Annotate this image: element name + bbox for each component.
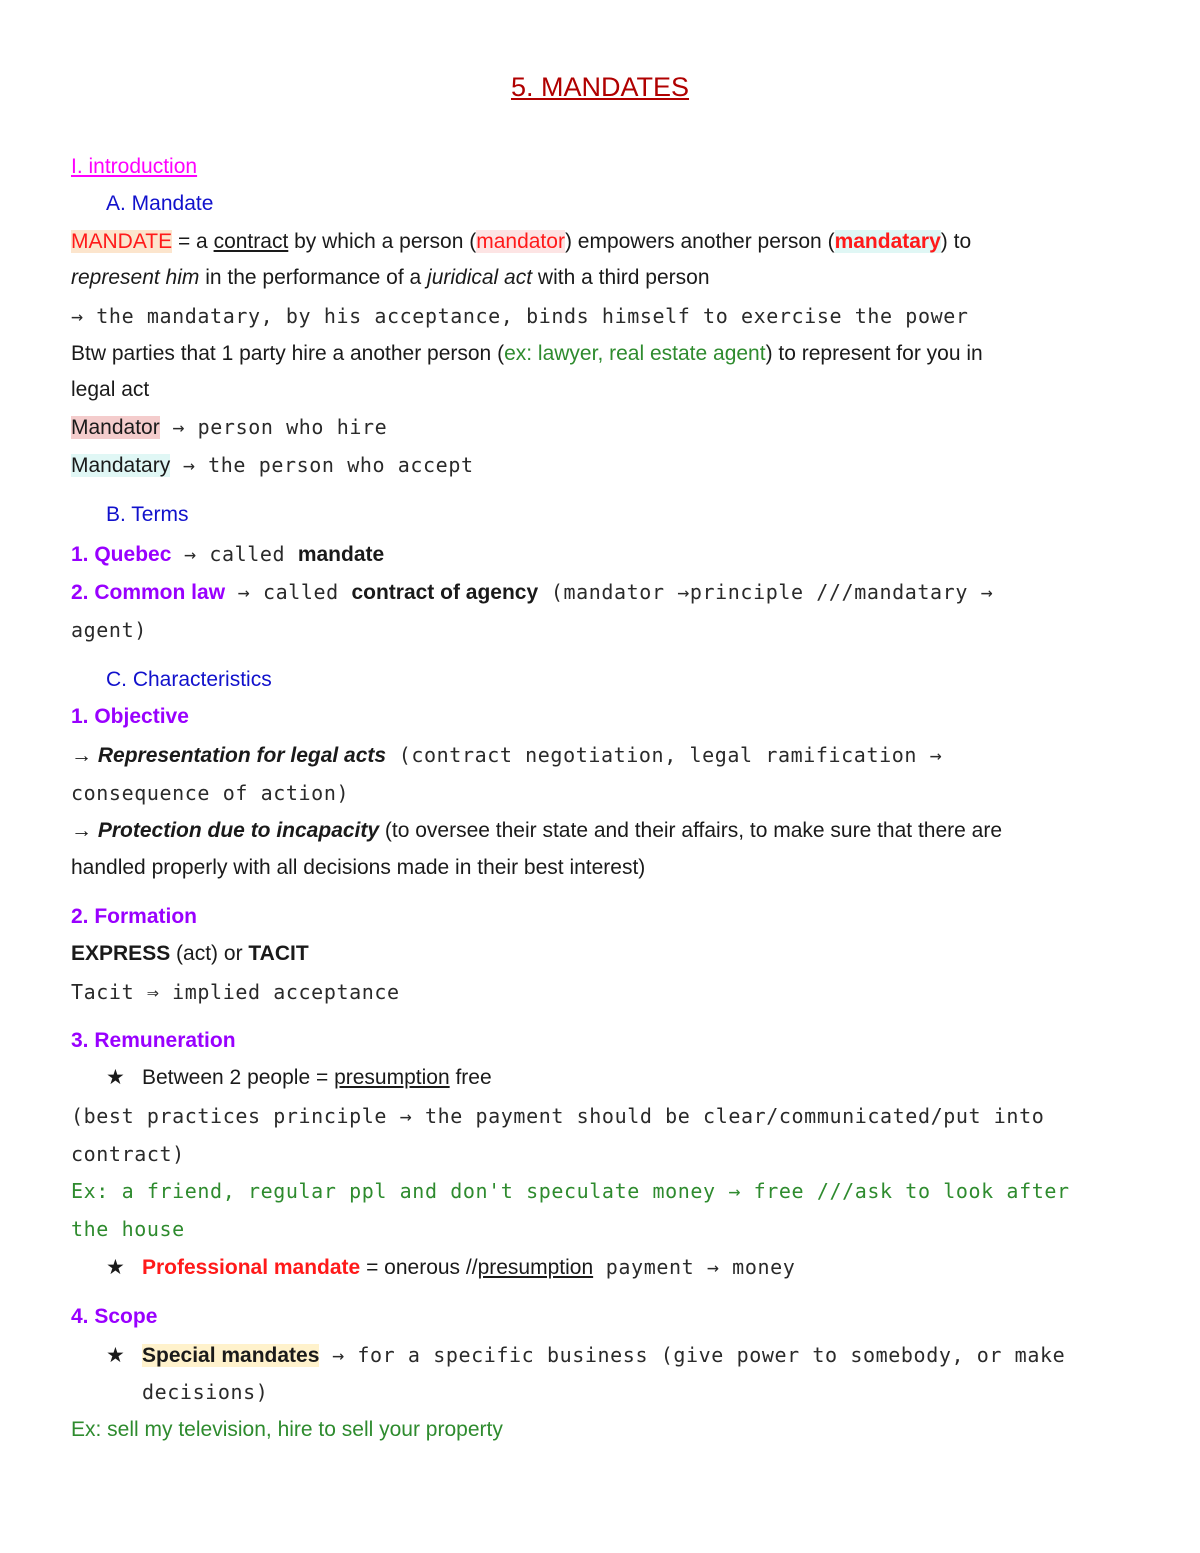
btw-line1: Btw parties that 1 party hire a another person (ex: lawyer, real estate agent) to represent for you in xyxy=(71,342,983,365)
objective-representation-cont: consequence of action) xyxy=(71,781,350,805)
remuneration-bullet2: ★ Professional mandate = onerous //presumption payment → money xyxy=(106,1252,1140,1283)
subheading-a: A. Mandate xyxy=(106,192,214,215)
btw-line2: legal act xyxy=(71,378,150,401)
term-quebec: 1. Quebec → called mandate xyxy=(71,542,385,566)
mandate-term: MANDATE xyxy=(71,230,173,253)
mandate-definition-line1: MANDATE = a contract by which a person (mandator) empowers another person (mandatary) to xyxy=(71,230,972,253)
section-introduction: I. introduction xyxy=(71,155,198,178)
acceptance-note: → the mandatary, by his acceptance, binds himself to exercise the power xyxy=(71,304,969,328)
term-common-law: 2. Common law → called contract of agency (mandator →principle ///mandatary → xyxy=(71,580,994,604)
formation-types: EXPRESS (act) or TACIT xyxy=(71,942,309,965)
best-practices-line1: (best practices principle → the payment should be clear/communicated/put into xyxy=(71,1104,1045,1128)
objective-protection-cont: handled properly with all decisions made in their best interest) xyxy=(71,856,646,879)
scope-example: Ex: sell my television, hire to sell your property xyxy=(71,1418,503,1441)
mandatary-definition: Mandatary → the person who accept xyxy=(71,453,474,477)
objective-heading: 1. Objective xyxy=(71,705,189,728)
tacit-note: Tacit ⇒ implied acceptance xyxy=(71,980,400,1004)
star-bullet-icon: ★ xyxy=(106,1256,125,1279)
remuneration-bullet1: ★ Between 2 people = presumption free xyxy=(106,1063,1140,1093)
star-bullet-icon: ★ xyxy=(106,1344,125,1367)
remuneration-heading: 3. Remuneration xyxy=(71,1029,236,1052)
page-title: 5. MANDATES xyxy=(510,72,690,102)
best-practices-line2: contract) xyxy=(71,1142,185,1166)
mandator-definition: Mandator → person who hire xyxy=(71,415,388,439)
objective-representation: → Representation for legal acts (contract negotiation, legal ramification → xyxy=(71,743,943,767)
term-common-law-cont: agent) xyxy=(71,618,147,642)
formation-heading: 2. Formation xyxy=(71,905,198,928)
example-line2: the house xyxy=(71,1217,185,1241)
mandate-definition-line2: represent him in the performance of a juridical act with a third person xyxy=(71,266,710,289)
mandatary-term: mandatary xyxy=(834,230,941,253)
mandator-term: mandator xyxy=(476,230,565,253)
subheading-c: C. Characteristics xyxy=(106,668,272,691)
scope-bullet-cont: decisions) xyxy=(142,1380,269,1404)
scope-bullet: ★ Special mandates → for a specific business (give power to somebody, or make xyxy=(106,1340,1140,1371)
objective-protection: → Protection due to incapacity (to oversee their state and their affairs, to make sure that there are xyxy=(71,819,1002,842)
section-heading xyxy=(71,152,1140,182)
example-line1: Ex: a friend, regular ppl and don't speculate money → free ///ask to look after xyxy=(71,1179,1070,1203)
star-bullet-icon: ★ xyxy=(106,1066,125,1089)
subheading-b: B. Terms xyxy=(106,503,189,526)
scope-heading: 4. Scope xyxy=(71,1305,158,1328)
